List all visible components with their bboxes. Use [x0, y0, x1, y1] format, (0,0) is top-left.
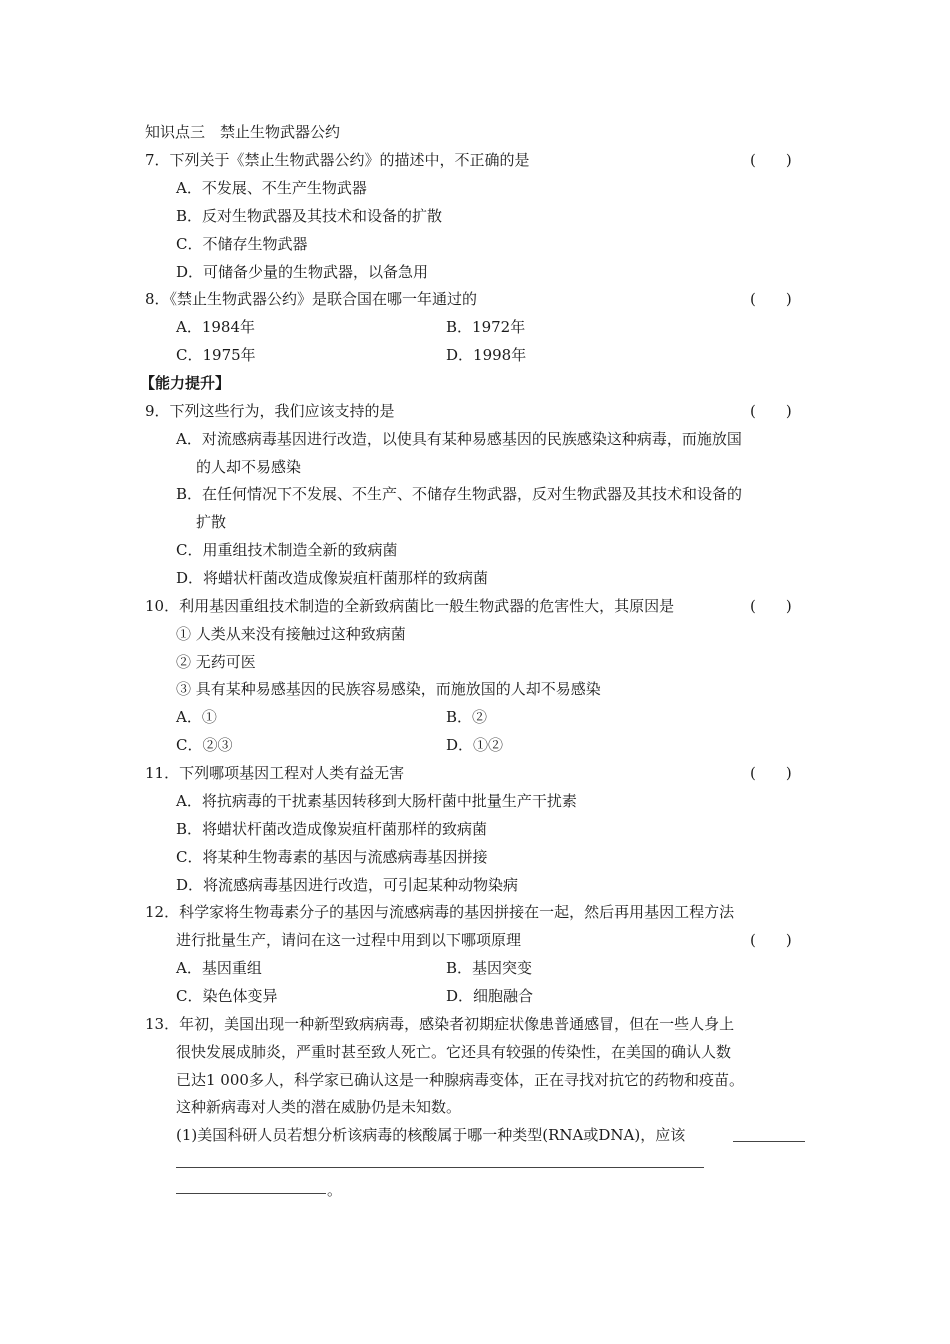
q9-option-b-line2: 扩散 [196, 513, 227, 531]
answer-paren-9: ( ) [750, 402, 792, 420]
ability-section-title: 【能力提升】 [140, 374, 231, 392]
q8-option-b: B．1972年 [446, 318, 526, 336]
q12-option-a: A．基因重组 [176, 959, 262, 977]
answer-paren-8: ( ) [750, 290, 792, 308]
q10-option-d: D．①② [446, 736, 504, 754]
q10-option-a: A．① [176, 708, 217, 726]
q10-option-b: B．② [446, 708, 488, 726]
question-7-stem: 7．下列关于《禁止生物武器公约》的描述中，不正确的是 [145, 151, 530, 169]
answer-blank-2[interactable] [176, 1167, 704, 1168]
q9-option-b-line1: B．在任何情况下不发展、不生产、不储存生物武器，反对生物武器及其技术和设备的 [176, 485, 743, 503]
q7-option-b: B．反对生物武器及其技术和设备的扩散 [176, 207, 443, 225]
q10-item-3: ③ 具有某种易感基因的民族容易感染，而施放国的人却不易感染 [176, 680, 601, 698]
section-title: 知识点三 禁止生物武器公约 [145, 123, 341, 141]
q12-option-c: C．染色体变异 [176, 987, 278, 1005]
q11-option-a: A．将抗病毒的干扰素基因转移到大肠杆菌中批量生产干扰素 [176, 792, 577, 810]
q11-option-c: C．将某种生物毒素的基因与流感病毒基因拼接 [176, 848, 488, 866]
question-13-line3: 已达1 000多人，科学家已确认这是一种腺病毒变体，正在寻找对抗它的药物和疫苗。 [176, 1071, 744, 1089]
q7-option-d: D．可储备少量的生物武器，以备急用 [176, 263, 429, 281]
answer-paren-10: ( ) [750, 597, 792, 615]
q10-item-2: ② 无药可医 [176, 653, 256, 671]
question-13-sub1: (1)美国科研人员若想分析该病毒的核酸属于哪一种类型(RNA或DNA)，应该 [176, 1126, 686, 1144]
q11-option-d: D．将流感病毒基因进行改造，可引起某种动物染病 [176, 876, 519, 894]
question-12-stem-line1: 12．科学家将生物毒素分子的基因与流感病毒的基因拼接在一起，然后再用基因工程方法 [145, 903, 735, 921]
answer-paren-12: ( ) [750, 931, 792, 949]
question-12-stem-line2: 进行批量生产，请问在这一过程中用到以下哪项原理 [176, 931, 522, 949]
question-13-line4: 这种新病毒对人类的潜在威胁仍是未知数。 [176, 1098, 462, 1116]
question-13-line1: 13．年初，美国出现一种新型致病病毒，感染者初期症状像患普通感冒，但在一些人身上 [145, 1015, 735, 1033]
answer-blank-3[interactable] [176, 1193, 326, 1194]
q8-option-d: D．1998年 [446, 346, 527, 364]
answer-paren-7: ( ) [750, 151, 792, 169]
question-11-stem: 11．下列哪项基因工程对人类有益无害 [145, 764, 405, 782]
question-13-line2: 很快发展成肺炎，严重时甚至致人死亡。它还具有较强的传染性，在美国的确认人数 [176, 1043, 732, 1061]
answer-paren-11: ( ) [750, 764, 792, 782]
q7-option-a: A．不发展、不生产生物武器 [176, 179, 367, 197]
question-10-stem: 10．利用基因重组技术制造的全新致病菌比一般生物武器的危害性大，其原因是 [145, 597, 675, 615]
q10-option-c: C．②③ [176, 736, 233, 754]
answer-blank-1[interactable] [733, 1141, 805, 1142]
q8-option-c: C．1975年 [176, 346, 256, 364]
question-9-stem: 9．下列这些行为，我们应该支持的是 [145, 402, 395, 420]
q12-option-b: B．基因突变 [446, 959, 533, 977]
q9-option-a-line2: 的人却不易感染 [196, 458, 302, 476]
q9-option-c: C．用重组技术制造全新的致病菌 [176, 541, 398, 559]
q8-option-a: A．1984年 [176, 318, 256, 336]
q12-option-d: D．细胞融合 [446, 987, 534, 1005]
q10-item-1: ① 人类从来没有接触过这种致病菌 [176, 625, 406, 643]
question-8-stem: 8．《禁止生物武器公约》是联合国在哪一年通过的 [145, 290, 478, 308]
question-13-period: 。 [327, 1181, 343, 1199]
q9-option-a-line1: A．对流感病毒基因进行改造，以使具有某种易感基因的民族感染这种病毒，而施放国 [176, 430, 742, 448]
q11-option-b: B．将蜡状杆菌改造成像炭疽杆菌那样的致病菌 [176, 820, 488, 838]
q9-option-d: D．将蜡状杆菌改造成像炭疽杆菌那样的致病菌 [176, 569, 489, 587]
q7-option-c: C．不储存生物武器 [176, 235, 308, 253]
